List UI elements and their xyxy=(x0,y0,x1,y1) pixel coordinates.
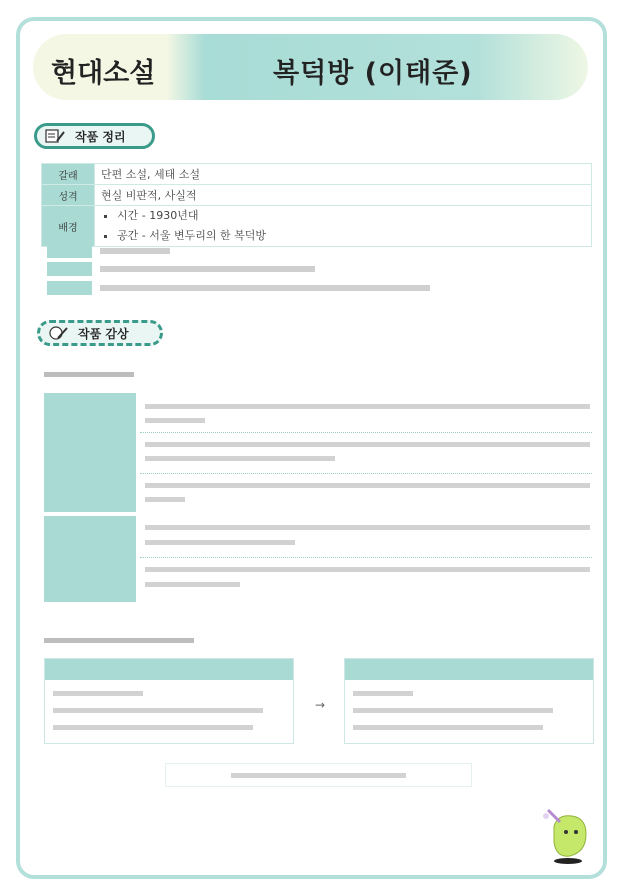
info-key xyxy=(47,262,92,276)
compare-arrow: → xyxy=(315,698,326,712)
notepad-pencil-icon xyxy=(45,128,65,144)
info-value: 단편 소설, 세태 소설 xyxy=(95,164,592,185)
content-block-2 xyxy=(44,516,136,602)
compare-box-header xyxy=(345,659,593,680)
info-row-setting xyxy=(42,206,592,247)
text-line xyxy=(145,582,240,587)
divider xyxy=(140,432,592,434)
subheading-placeholder xyxy=(44,638,194,643)
blurred-info-row xyxy=(47,281,592,295)
compare-box-right xyxy=(344,658,594,744)
info-value xyxy=(100,285,430,291)
text-line xyxy=(145,540,295,545)
setting-list xyxy=(101,206,585,246)
text-line xyxy=(53,708,263,713)
text-line xyxy=(145,404,590,409)
text-line xyxy=(53,691,143,696)
category-label: 현대소설 xyxy=(51,58,156,89)
info-key xyxy=(47,244,92,258)
subheading-placeholder xyxy=(44,372,134,377)
blurred-info-row xyxy=(47,262,592,276)
mascot-icon xyxy=(540,806,596,866)
info-value: 현실 비판적, 사실적 xyxy=(95,185,592,206)
text-line xyxy=(353,691,413,696)
section-pill-summary-label: 작품 정리 xyxy=(75,129,126,144)
content-block-1 xyxy=(44,393,136,512)
divider xyxy=(140,473,592,475)
text-line xyxy=(353,708,553,713)
footnote-box xyxy=(165,763,472,787)
text-line xyxy=(353,725,543,730)
pencil-icon xyxy=(48,325,68,341)
work-title: 복덕방 (이태준) xyxy=(273,58,473,89)
list-item: ▪ 공간 - 서울 변두리의 한 복덕방 xyxy=(117,226,585,246)
section-pill-explore-label: 작품 감상 xyxy=(78,326,129,341)
info-key: 배경 xyxy=(42,206,95,247)
info-row-genre xyxy=(42,164,592,185)
section-pill-summary xyxy=(34,123,155,149)
info-key: 성격 xyxy=(42,185,95,206)
compare-box-header xyxy=(45,659,293,680)
text-line xyxy=(145,483,590,488)
compare-box-left xyxy=(44,658,294,744)
text-line xyxy=(145,525,590,530)
info-value xyxy=(95,206,592,247)
text-line xyxy=(145,456,335,461)
info-row-character xyxy=(42,185,592,206)
section-pill-explore xyxy=(37,320,163,346)
info-value xyxy=(100,266,315,272)
text-line xyxy=(145,442,590,447)
info-key xyxy=(47,281,92,295)
text-line xyxy=(145,418,205,423)
blurred-info-row xyxy=(47,244,592,258)
info-value xyxy=(100,248,170,254)
text-line xyxy=(145,497,185,502)
title-banner xyxy=(33,34,588,100)
text-line xyxy=(145,567,590,572)
list-item: ▪ 시간 - 1930년대 xyxy=(117,206,585,226)
info-key: 갈래 xyxy=(42,164,95,185)
work-info-table xyxy=(41,163,592,247)
text-line xyxy=(231,773,406,778)
text-line xyxy=(53,725,253,730)
divider xyxy=(140,557,592,559)
